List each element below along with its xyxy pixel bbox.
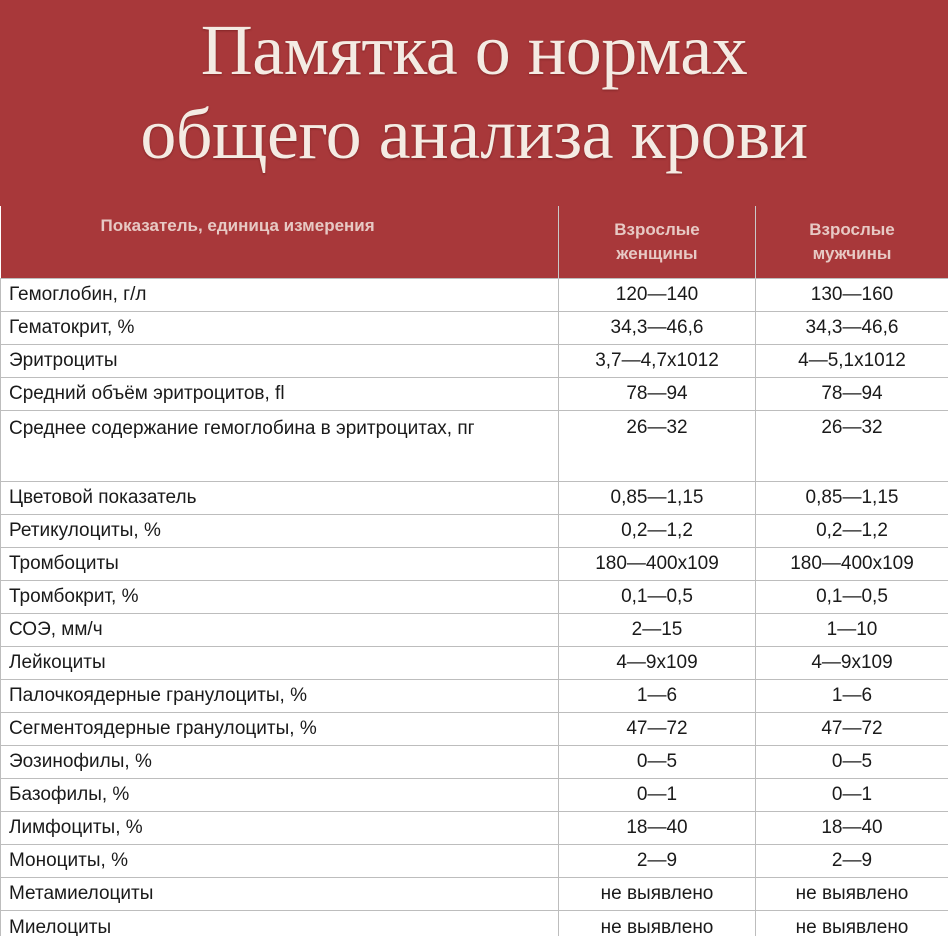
row-men-value: 78—94 bbox=[756, 378, 948, 411]
header-men-line-1: Взрослые bbox=[809, 220, 895, 239]
table-row bbox=[1, 746, 948, 779]
row-name: Среднее содержание гемоглобина в эритроцитах, пг bbox=[1, 411, 559, 482]
table-row bbox=[1, 878, 948, 911]
row-name: Лейкоциты bbox=[1, 647, 559, 680]
row-name: Лимфоциты, % bbox=[1, 812, 559, 845]
row-name: СОЭ, мм/ч bbox=[1, 614, 559, 647]
row-women-value: 78—94 bbox=[559, 378, 756, 411]
row-name: Моноциты, % bbox=[1, 845, 559, 878]
blood-norms-table bbox=[0, 206, 948, 936]
row-name: Гематокрит, % bbox=[1, 312, 559, 345]
row-men-value: 0,85—1,15 bbox=[756, 482, 948, 515]
table-row bbox=[1, 647, 948, 680]
title-banner bbox=[0, 0, 948, 206]
table-row bbox=[1, 312, 948, 345]
row-women-value: 180—400x109 bbox=[559, 548, 756, 581]
row-women-value: 120—140 bbox=[559, 279, 756, 312]
row-men-value: 18—40 bbox=[756, 812, 948, 845]
row-name: Эозинофилы, % bbox=[1, 746, 559, 779]
table-row bbox=[1, 345, 948, 378]
row-women-value: не выявлено bbox=[559, 878, 756, 911]
row-name: Тромбокрит, % bbox=[1, 581, 559, 614]
header-indicator: Показатель, единица измерения bbox=[1, 206, 559, 279]
row-women-value: 34,3—46,6 bbox=[559, 312, 756, 345]
row-men-value: 1—6 bbox=[756, 680, 948, 713]
row-name: Средний объём эритроцитов, fl bbox=[1, 378, 559, 411]
row-name: Палочкоядерные гранулоциты, % bbox=[1, 680, 559, 713]
header-women bbox=[559, 206, 756, 279]
row-women-value: 0—1 bbox=[559, 779, 756, 812]
row-men-value: не выявлено bbox=[756, 911, 948, 936]
row-name: Миелоциты bbox=[1, 911, 559, 936]
row-men-value: 0,2—1,2 bbox=[756, 515, 948, 548]
row-men-value: 0,1—0,5 bbox=[756, 581, 948, 614]
row-name: Сегментоядерные гранулоциты, % bbox=[1, 713, 559, 746]
table-row bbox=[1, 581, 948, 614]
row-women-value: 0,85—1,15 bbox=[559, 482, 756, 515]
table-row bbox=[1, 378, 948, 411]
table-row bbox=[1, 482, 948, 515]
row-women-value: 18—40 bbox=[559, 812, 756, 845]
row-women-value: 3,7—4,7x1012 bbox=[559, 345, 756, 378]
page-title-line-1: Памятка о нормах bbox=[200, 10, 748, 90]
row-women-value: 0—5 bbox=[559, 746, 756, 779]
table-header-row bbox=[1, 206, 948, 279]
table-row bbox=[1, 614, 948, 647]
row-name: Цветовой показатель bbox=[1, 482, 559, 515]
row-men-value: не выявлено bbox=[756, 878, 948, 911]
table-row bbox=[1, 911, 948, 936]
row-women-value: 0,2—1,2 bbox=[559, 515, 756, 548]
row-men-value: 2—9 bbox=[756, 845, 948, 878]
row-men-value: 26—32 bbox=[756, 411, 948, 482]
row-men-value: 34,3—46,6 bbox=[756, 312, 948, 345]
table-row bbox=[1, 845, 948, 878]
row-women-value: 47—72 bbox=[559, 713, 756, 746]
header-women-line-2: женщины bbox=[616, 244, 698, 263]
row-name: Гемоглобин, г/л bbox=[1, 279, 559, 312]
table-row bbox=[1, 713, 948, 746]
row-men-value: 47—72 bbox=[756, 713, 948, 746]
row-name: Базофилы, % bbox=[1, 779, 559, 812]
row-women-value: 0,1—0,5 bbox=[559, 581, 756, 614]
table-row bbox=[1, 680, 948, 713]
row-men-value: 4—9x109 bbox=[756, 647, 948, 680]
header-women-line-1: Взрослые bbox=[614, 220, 700, 239]
row-name: Тромбоциты bbox=[1, 548, 559, 581]
row-name: Метамиелоциты bbox=[1, 878, 559, 911]
header-men bbox=[756, 206, 948, 279]
row-women-value: 4—9x109 bbox=[559, 647, 756, 680]
row-men-value: 1—10 bbox=[756, 614, 948, 647]
table-row bbox=[1, 779, 948, 812]
row-men-value: 130—160 bbox=[756, 279, 948, 312]
row-women-value: не выявлено bbox=[559, 911, 756, 936]
table-row bbox=[1, 411, 948, 482]
row-women-value: 2—9 bbox=[559, 845, 756, 878]
table-row bbox=[1, 279, 948, 312]
row-men-value: 180—400x109 bbox=[756, 548, 948, 581]
row-men-value: 0—5 bbox=[756, 746, 948, 779]
row-name: Ретикулоциты, % bbox=[1, 515, 559, 548]
table-row bbox=[1, 812, 948, 845]
row-men-value: 0—1 bbox=[756, 779, 948, 812]
row-women-value: 1—6 bbox=[559, 680, 756, 713]
row-women-value: 2—15 bbox=[559, 614, 756, 647]
header-men-line-2: мужчины bbox=[812, 244, 892, 263]
table-row bbox=[1, 548, 948, 581]
table-row bbox=[1, 515, 948, 548]
page-title-line-2: общего анализа крови bbox=[140, 94, 808, 174]
row-men-value: 4—5,1x1012 bbox=[756, 345, 948, 378]
row-women-value: 26—32 bbox=[559, 411, 756, 482]
row-name: Эритроциты bbox=[1, 345, 559, 378]
